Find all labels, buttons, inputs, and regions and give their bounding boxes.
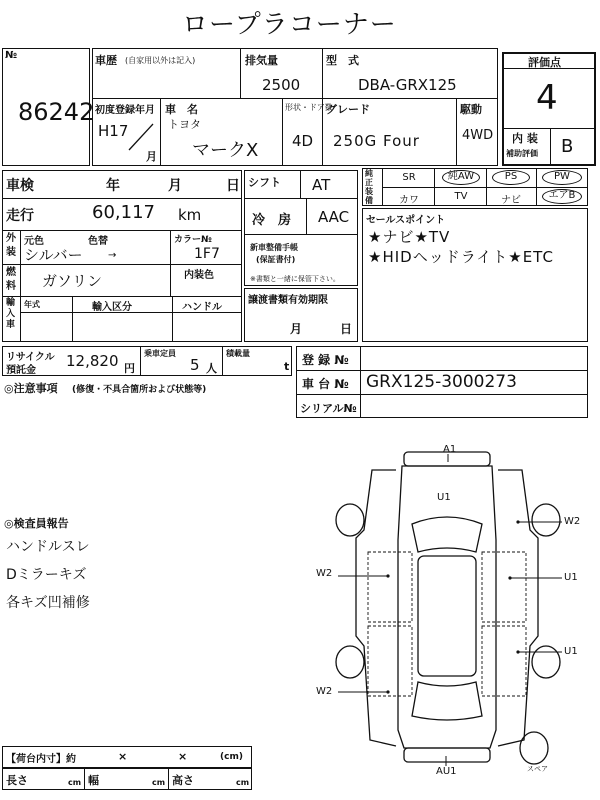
shift: AT <box>312 176 331 194</box>
car-name-label: 車 名 <box>165 103 198 116</box>
displacement-label: 排気量 <box>245 54 278 67</box>
recycle-amount: 12,820 <box>66 352 119 370</box>
shaken-month: 月 <box>168 178 182 194</box>
cargo-unit: (cm) <box>220 752 243 762</box>
report-3: 各キズ凹補修 <box>6 595 90 611</box>
caution-label: ◎注意事項 <box>4 382 58 395</box>
drive-label: 駆動 <box>460 103 482 116</box>
import-year: 年式 <box>24 300 40 309</box>
length-unit: cm <box>68 778 82 787</box>
drive: 4WD <box>462 128 494 143</box>
fuel-label: 燃料 <box>6 267 16 292</box>
report-2: Dミラーキズ <box>6 567 87 583</box>
capacity: 5 <box>190 356 200 374</box>
overall-grade: 4 <box>536 78 558 118</box>
color-change-label: 色替 <box>88 236 108 247</box>
color-label: 元色 <box>24 236 44 247</box>
cargo-dims-box <box>2 768 252 790</box>
selling-label: セールスポイント <box>366 215 446 226</box>
damage-au1: AU1 <box>436 766 457 777</box>
exterior-label: 外装 <box>6 233 16 258</box>
spare-label: スペア <box>527 765 548 773</box>
history-note: (自家用以外は記入) <box>125 56 196 65</box>
equip-airbag: エアB <box>542 189 582 204</box>
damage-a1: A1 <box>443 444 457 455</box>
mileage-unit: km <box>178 206 202 224</box>
reg-no-label: 登 録 № <box>302 353 349 367</box>
selling-2: ★HIDヘッドライト★ETC <box>368 248 554 266</box>
recycle-label-2: 預託金 <box>6 365 36 376</box>
load-label: 積載量 <box>226 349 250 358</box>
equip-label: 純正装備 <box>365 169 373 205</box>
sheet-title: ロープラコーナー <box>182 10 397 40</box>
lot-number: 86242 <box>18 98 95 126</box>
length-label: 長さ <box>6 774 28 787</box>
shaken-day: 日 <box>226 178 240 194</box>
interior-grade: B <box>561 136 574 157</box>
cargo-label: 【荷台内寸】約 <box>6 754 76 765</box>
model-label: 型 式 <box>326 54 359 67</box>
caution-note: (修復・不具合箇所および状態等) <box>72 385 207 395</box>
mileage: 60,117 <box>92 202 155 223</box>
import-label: 輸入車 <box>6 298 16 330</box>
car-name: マークX <box>192 140 259 161</box>
chassis-no: GRX125-3000273 <box>366 372 517 392</box>
model-code: DBA-GRX125 <box>358 76 457 94</box>
doors: 4D <box>292 132 314 150</box>
shaken-year: 年 <box>106 178 120 194</box>
fuel: ガソリン <box>42 272 103 290</box>
shape-label: 形状・ドア数 <box>285 103 333 112</box>
equip-tv: TV <box>454 191 468 202</box>
handle-label: ハンドル <box>182 302 222 313</box>
recycle-label-1: リサイクル <box>6 352 55 363</box>
ac-label: 冷 房 <box>252 213 292 228</box>
equip-navi: ナビ <box>501 195 521 206</box>
yen-unit: 円 <box>124 362 135 375</box>
ac: AAC <box>318 208 350 226</box>
times-1: × <box>118 750 128 763</box>
first-reg-label: 初度登録年月 <box>95 105 155 116</box>
height-label: 高さ <box>172 774 194 787</box>
no-label: № <box>5 50 18 61</box>
width-unit: cm <box>152 778 166 787</box>
report-1: ハンドルスレ <box>6 539 90 555</box>
first-reg-month: 月 <box>146 150 157 163</box>
grade-label: グレード <box>326 103 370 116</box>
body-color: シルバー <box>24 246 83 264</box>
person-unit: 人 <box>206 362 217 375</box>
serial-label: シリアル№ <box>300 402 357 415</box>
interior-color-label: 内装色 <box>184 270 214 281</box>
shaken-label: 車検 <box>6 178 34 194</box>
grade-box-label: 評価点 <box>528 56 561 69</box>
displacement-value: 2500 <box>262 76 301 94</box>
history-label: 車歴 <box>95 54 117 67</box>
transfer-day: 日 <box>340 322 353 336</box>
chassis-label: 車 台 № <box>302 377 349 391</box>
damage-u1-rear-right: U1 <box>564 646 578 657</box>
first-reg-era: H17 <box>98 122 129 140</box>
damage-w2-front-right: W2 <box>564 516 581 527</box>
capacity-label: 乗車定員 <box>144 349 176 358</box>
width-label: 幅 <box>88 774 99 787</box>
mileage-label: 走行 <box>6 208 34 224</box>
damage-w2-left-rear: W2 <box>316 686 333 697</box>
grade-name: 250G Four <box>333 132 420 150</box>
equip-alloy: 純AW <box>442 170 480 185</box>
manual-note: ※書類と一緒に保管下さい。 <box>250 275 340 283</box>
manual-sub: (保証書付) <box>256 255 296 264</box>
maker: トヨタ <box>168 118 201 131</box>
interior-label-2: 補助評価 <box>506 149 538 158</box>
ton-unit: t <box>284 360 290 373</box>
equip-leather: カワ <box>399 195 419 206</box>
transfer-month: 月 <box>290 322 303 336</box>
color-no: 1F7 <box>194 246 220 262</box>
equip-pw: PW <box>542 170 582 185</box>
damage-w2-left-front: W2 <box>316 568 333 579</box>
interior-label-1: 内 装 <box>512 132 538 145</box>
inspector-label: ◎検査員報告 <box>4 517 69 530</box>
times-2: × <box>178 750 188 763</box>
equip-ps: PS <box>492 170 530 185</box>
manual-label: 新車整備手帳 <box>250 243 298 252</box>
selling-1: ★ナビ★TV <box>368 228 451 246</box>
import-type: 輸入区分 <box>92 302 132 313</box>
damage-u1-hood: U1 <box>437 492 451 503</box>
damage-u1-right-door: U1 <box>564 572 578 583</box>
transfer-label: 譲渡書類有効期限 <box>248 295 328 306</box>
equip-sr: SR <box>402 172 416 183</box>
color-arrow: → <box>108 250 117 261</box>
shift-label: シフト <box>248 176 281 189</box>
color-no-label: カラー№ <box>174 235 212 245</box>
height-unit: cm <box>236 778 250 787</box>
